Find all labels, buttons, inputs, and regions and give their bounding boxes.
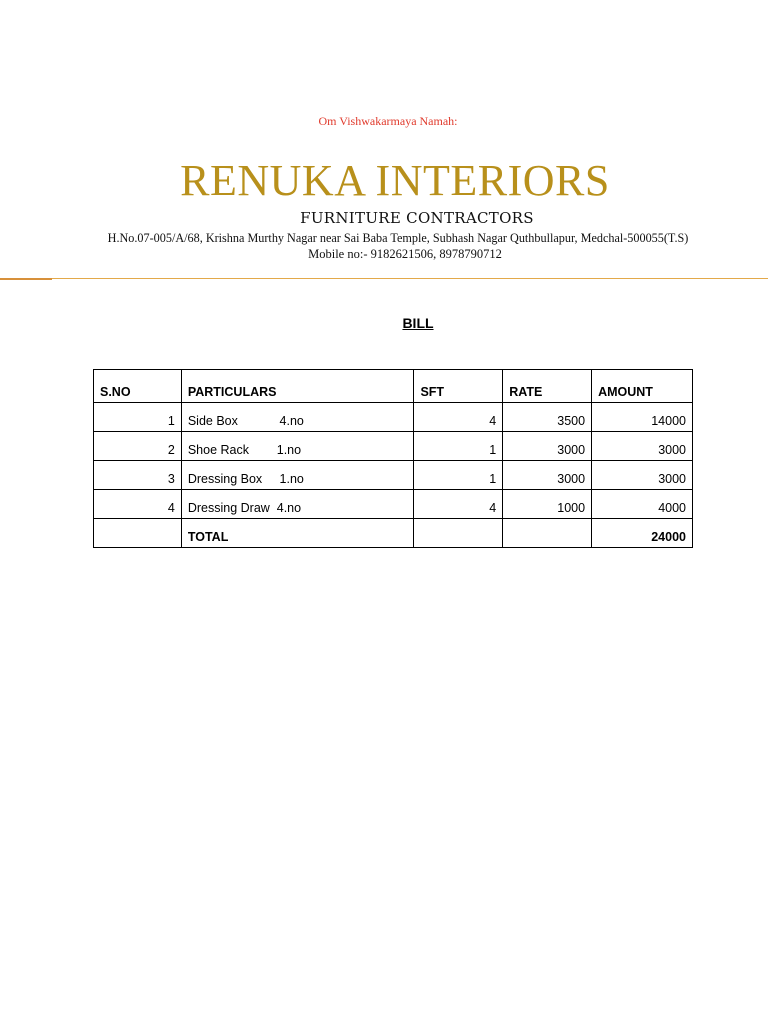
company-mobile: Mobile no:- 9182621506, 8978790712 xyxy=(308,247,502,261)
column-header-sno: S.NO xyxy=(94,370,182,403)
header-divider xyxy=(0,278,768,279)
column-header-rate: RATE xyxy=(503,370,592,403)
cell-amount: 14000 xyxy=(592,403,693,432)
cell-sft: 1 xyxy=(414,432,503,461)
cell-empty xyxy=(414,519,503,548)
cell-empty xyxy=(94,519,182,548)
cell-sft: 1 xyxy=(414,461,503,490)
company-name: RENUKA INTERIORS xyxy=(180,156,610,205)
cell-sno: 1 xyxy=(94,403,182,432)
cell-sft: 4 xyxy=(414,403,503,432)
cell-empty xyxy=(503,519,592,548)
company-address: H.No.07-005/A/68, Krishna Murthy Nagar near Sai Baba Temple, Subhash Nagar Quthbullapur, Medchal-500055(T.S) xyxy=(107,231,689,245)
cell-particulars: Dressing Draw 4.no xyxy=(181,490,414,519)
cell-rate: 3000 xyxy=(503,432,592,461)
table-row xyxy=(94,432,693,461)
cell-rate: 1000 xyxy=(503,490,592,519)
blessing-text: Om Vishwakarmaya Namah: xyxy=(318,114,458,128)
column-header-amount: AMOUNT xyxy=(592,370,693,403)
total-label: TOTAL xyxy=(181,519,414,548)
cell-sno: 2 xyxy=(94,432,182,461)
column-header-sft: SFT xyxy=(414,370,503,403)
column-header-particulars: PARTICULARS xyxy=(181,370,414,403)
company-tagline: FURNITURE CONTRACTORS xyxy=(300,209,534,227)
cell-particulars: Dressing Box 1.no xyxy=(181,461,414,490)
table-row xyxy=(94,461,693,490)
cell-sno: 4 xyxy=(94,490,182,519)
cell-amount: 3000 xyxy=(592,461,693,490)
cell-amount: 4000 xyxy=(592,490,693,519)
bill-table xyxy=(93,369,693,548)
table-row xyxy=(94,490,693,519)
total-row xyxy=(94,519,693,548)
cell-rate: 3000 xyxy=(503,461,592,490)
total-amount: 24000 xyxy=(592,519,693,548)
cell-particulars: Shoe Rack 1.no xyxy=(181,432,414,461)
header-divider-accent xyxy=(0,278,52,280)
cell-sft: 4 xyxy=(414,490,503,519)
document-title: BILL xyxy=(402,315,434,331)
cell-sno: 3 xyxy=(94,461,182,490)
table-row xyxy=(94,403,693,432)
cell-particulars: Side Box 4.no xyxy=(181,403,414,432)
table-header-row xyxy=(94,370,693,403)
cell-rate: 3500 xyxy=(503,403,592,432)
cell-amount: 3000 xyxy=(592,432,693,461)
